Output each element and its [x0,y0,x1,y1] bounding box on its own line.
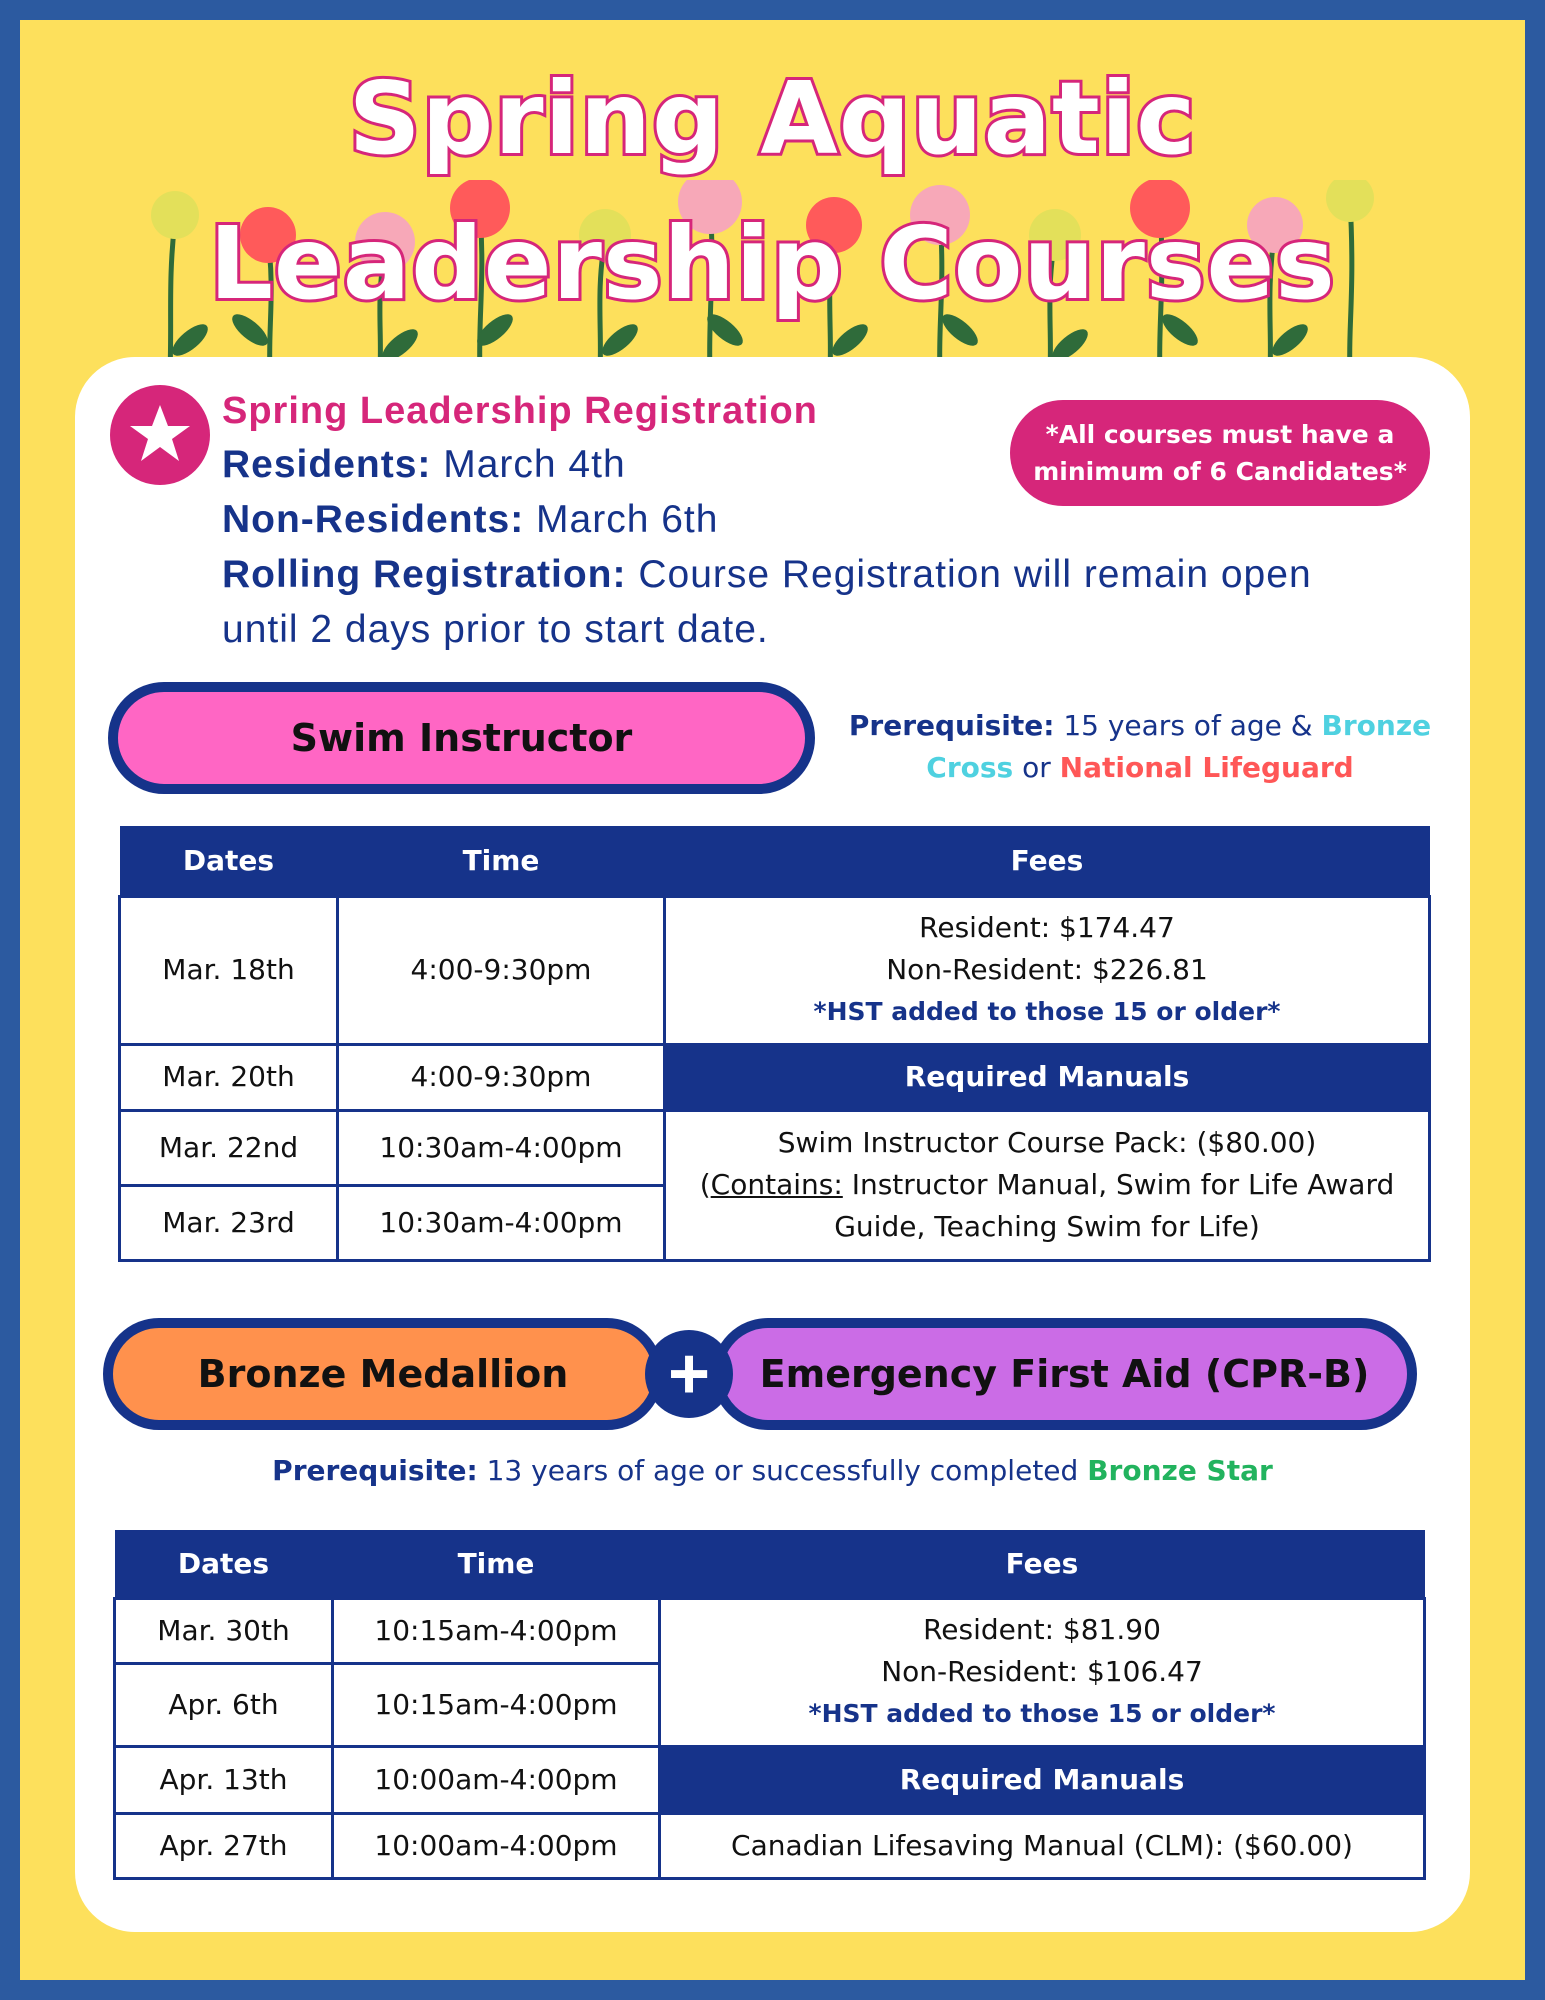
manuals-cell [665,1110,1430,1260]
manual-line-2: (Contains: Instructor Manual, Swim for Life Award [699,1168,1395,1201]
prereq-or: or [1013,751,1060,784]
minimum-candidates-notice [1010,400,1430,506]
table-header-time: Time [338,826,665,896]
swim-instructor-course-label: Swim Instructor [108,682,815,794]
prereq-text: 15 years of age & [1054,709,1322,742]
table-header-fees: Fees [665,826,1430,896]
table-cell-date: Mar. 18th [120,896,338,1044]
table-cell-time: 10:00am-4:00pm [333,1746,660,1813]
bronze-medallion-course-label: Bronze Medallion [103,1318,663,1430]
swim-instructor-prerequisite [840,705,1440,789]
residents-label: Residents: [222,443,432,486]
prereq-text: 13 years of age or successfully completed [477,1454,1088,1487]
manual-contains: Contains: [710,1168,843,1201]
star-icon [110,385,210,485]
nonresidents-date: March 6th [524,498,719,541]
table-header-time: Time [333,1530,660,1598]
table-cell-time: 10:15am-4:00pm [333,1598,660,1663]
manual-line-3: Guide, Teaching Swim for Life) [834,1210,1260,1243]
table-cell-time: 10:15am-4:00pm [333,1663,660,1746]
page-title-line-1: Spring Aquatic [348,60,1197,177]
emergency-first-aid-course-label: Emergency First Aid (CPR-B) [712,1318,1417,1430]
hst-note: *HST added to those 15 or older* [813,997,1281,1026]
fees-cell [660,1598,1425,1746]
prereq-bronze-star: Bronze Star [1087,1454,1273,1487]
table-cell-date: Mar. 22nd [120,1110,338,1185]
notice-line-2: minimum of 6 Candidates* [1033,457,1407,486]
page-title-line-2: Leadership Courses [209,205,1336,322]
prereq-label: Prerequisite: [848,709,1055,742]
bronze-schedule-table [113,1530,1426,1880]
nonresidents-label: Non-Residents: [222,498,525,541]
required-manuals-heading: Required Manuals [665,1044,1430,1110]
table-cell-time: 4:00-9:30pm [338,1044,665,1110]
table-cell-time: 10:30am-4:00pm [338,1110,665,1185]
table-header-dates: Dates [120,826,338,896]
table-header-dates: Dates [115,1530,333,1598]
table-cell-date: Mar. 23rd [120,1185,338,1260]
required-manuals-heading: Required Manuals [660,1746,1425,1813]
table-cell-date: Mar. 30th [115,1598,333,1663]
swim-instructor-schedule-table [118,826,1431,1262]
fee-resident: Resident: $81.90 [923,1613,1161,1646]
table-cell-date: Apr. 27th [115,1813,333,1878]
table-cell-time: 4:00-9:30pm [338,896,665,1044]
plus-icon: + [645,1330,733,1418]
prereq-national-lifeguard: National Lifeguard [1059,751,1354,784]
prereq-bronze-cross: Bronze Cross [926,709,1432,784]
table-cell-date: Apr. 13th [115,1746,333,1813]
rolling-text-1: Course Registration will remain open [626,553,1312,596]
manual-line-2-text: Instructor Manual, Swim for Life Award [842,1168,1395,1201]
fee-nonresident: Non-Resident: $106.47 [881,1655,1203,1688]
table-header-fees: Fees [660,1530,1425,1598]
table-cell-time: 10:30am-4:00pm [338,1185,665,1260]
bronze-prerequisite [100,1450,1445,1492]
hst-note: *HST added to those 15 or older* [808,1699,1276,1728]
fee-resident: Resident: $174.47 [919,911,1175,944]
manual-line-1: Swim Instructor Course Pack: ($80.00) [777,1126,1317,1159]
fee-nonresident: Non-Resident: $226.81 [886,953,1208,986]
table-cell-date: Apr. 6th [115,1663,333,1746]
residents-date: March 4th [431,443,626,486]
notice-line-1: *All courses must have a [1045,420,1395,449]
rolling-label: Rolling Registration: [222,553,627,596]
prereq-label: Prerequisite: [272,1454,478,1487]
table-cell-date: Mar. 20th [120,1044,338,1110]
rolling-line-2: until 2 days prior to start date. [222,608,769,651]
manuals-cell: Canadian Lifesaving Manual (CLM): ($60.00) [660,1813,1425,1878]
table-cell-time: 10:00am-4:00pm [333,1813,660,1878]
rolling-line [222,547,1402,602]
registration-heading: Spring Leadership Registration [222,390,818,432]
fees-cell [665,896,1430,1044]
